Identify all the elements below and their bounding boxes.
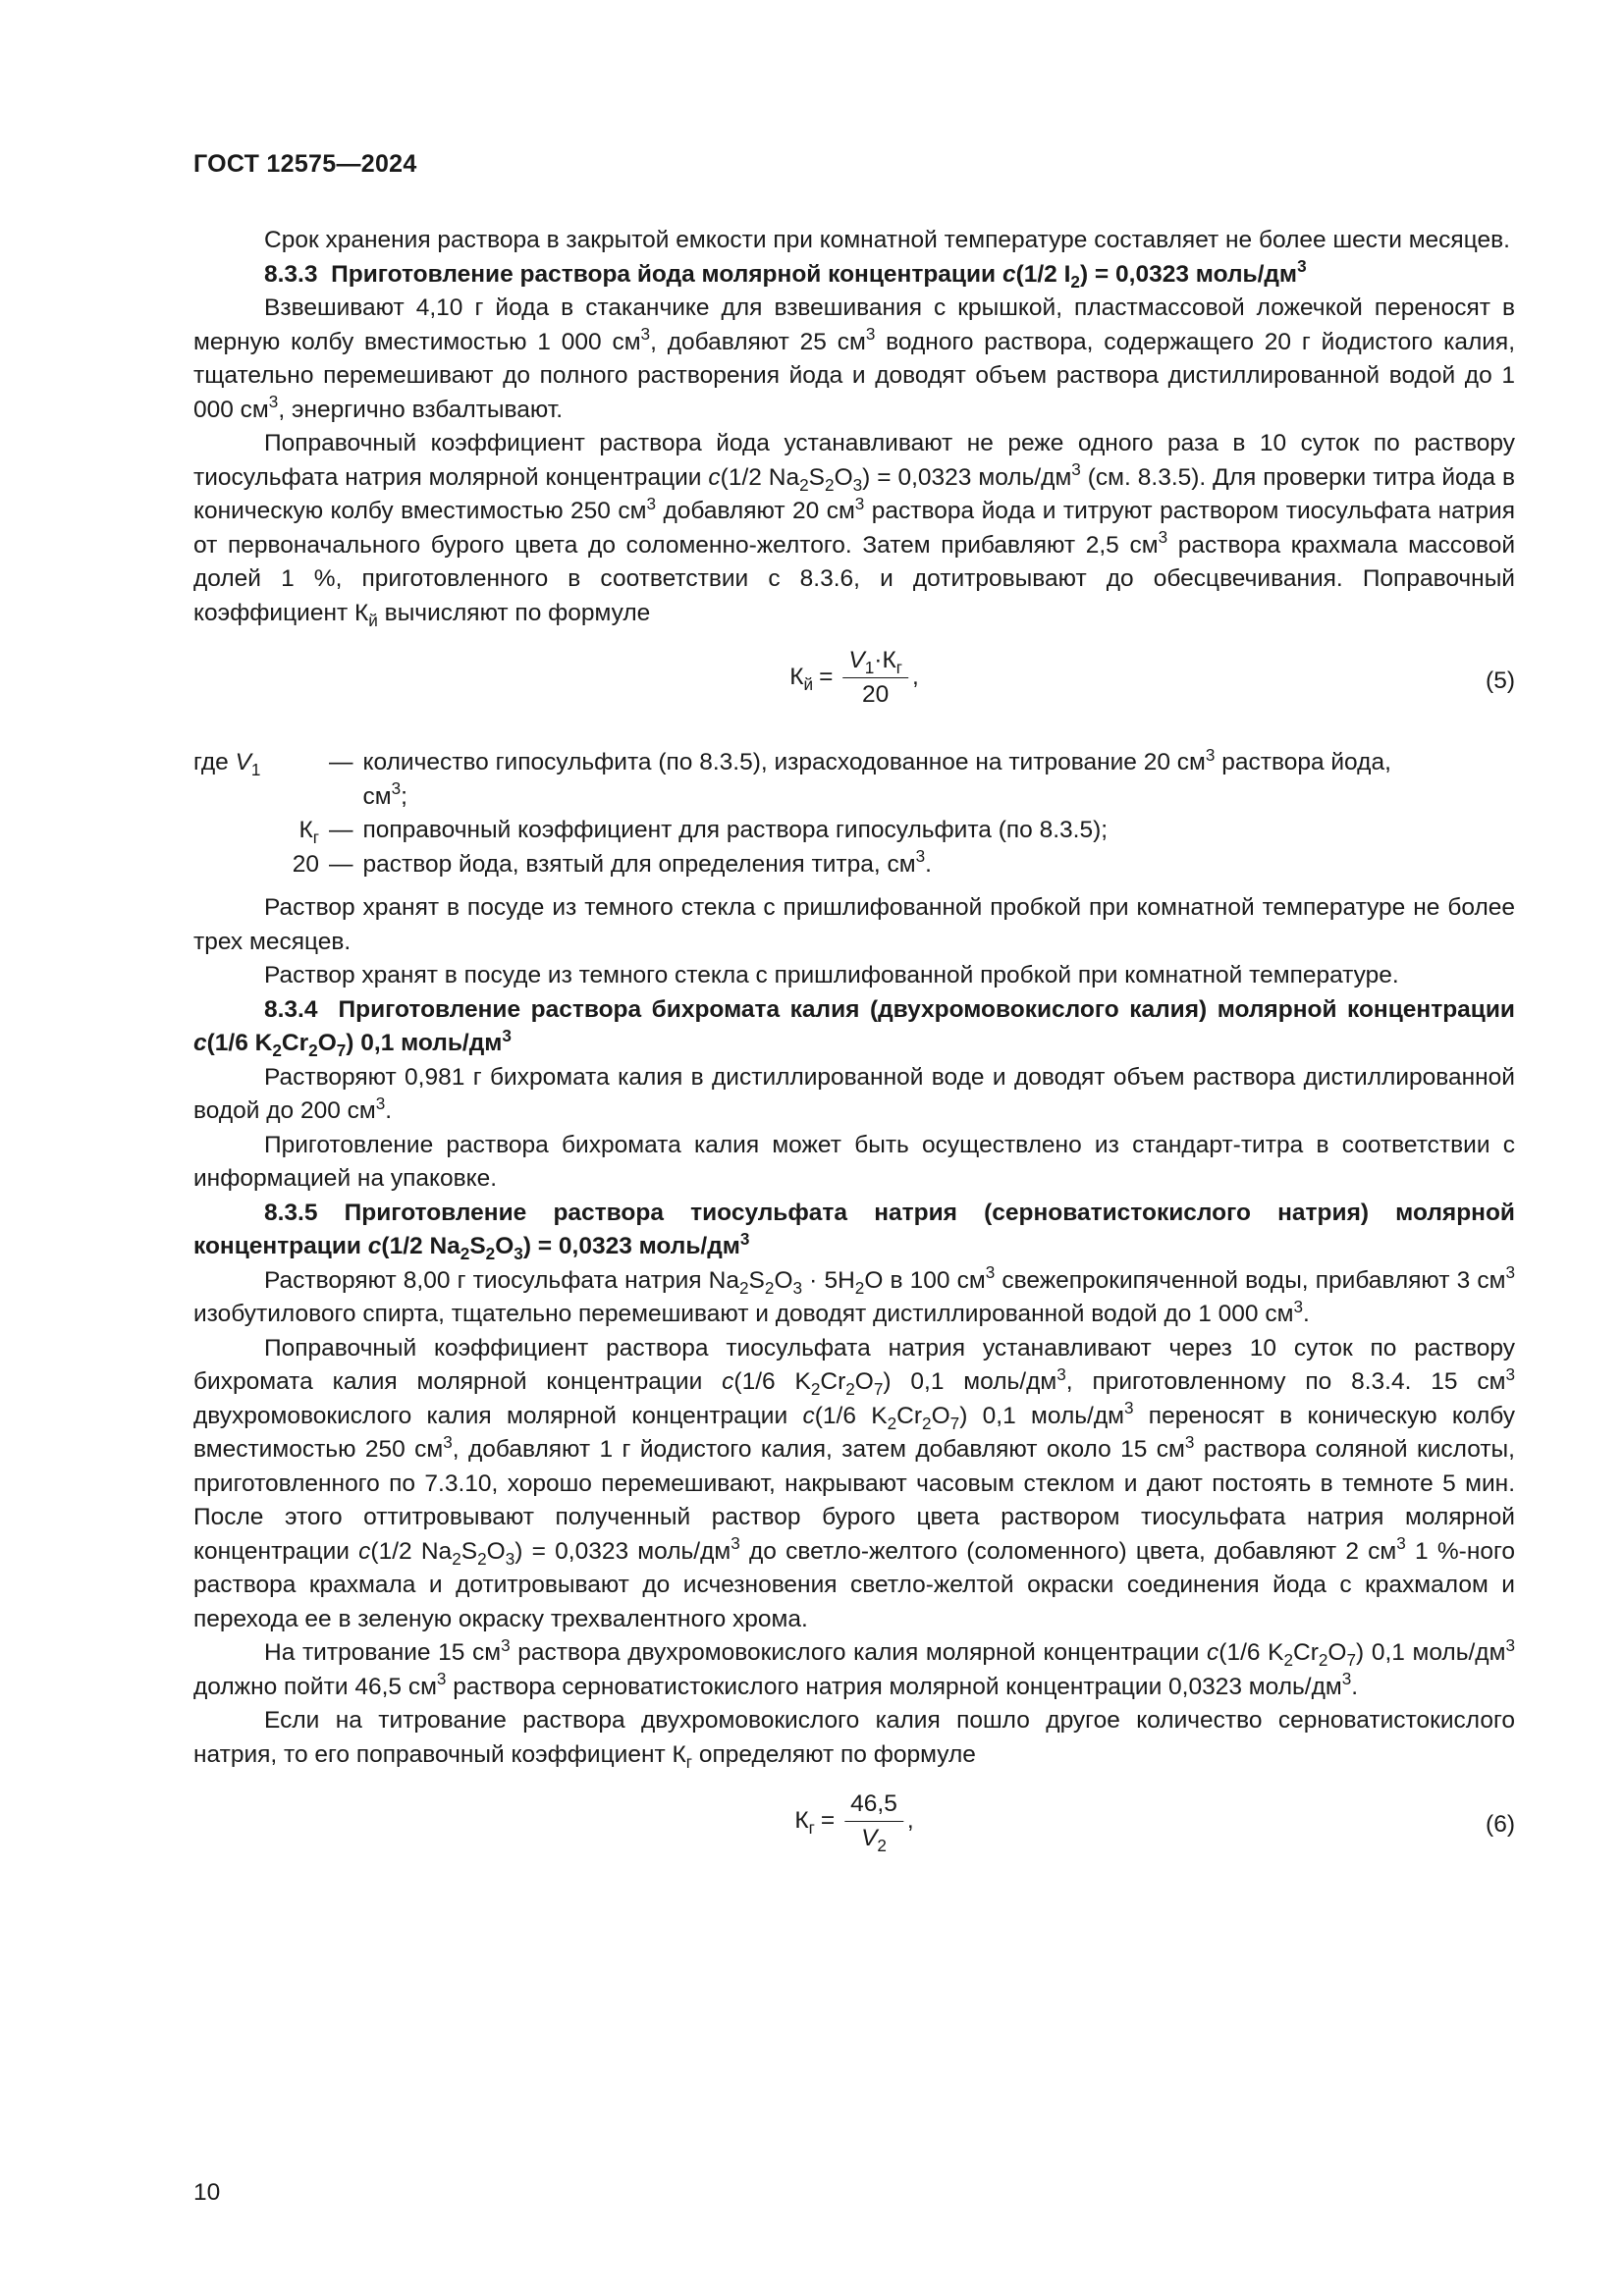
storage-paragraph: Срок хранения раствора в закрытой емкости при комнатной температуре составляет не более шести месяцев. [264,227,1510,253]
iodine-storage-paragraph-1: Раствор хранят в посуде из темного стекла с пришлифованной пробкой при комнатной температуре не более трех месяцев. [193,894,1515,955]
section-8-3-3-heading: 8.3.3 Приготовление раствора йода молярной концентрации c(1/2 $I_2) = 0,0323$ моль/$дм^3$ [264,256,1307,292]
formula-6 [193,1789,1515,1864]
formula-5-definitions [193,746,1515,881]
titration-volume-paragraph: На титрование 15 $см^3$ раствора двухромовокислого калия молярной концентрации c(1/6 $K_2Cr_2O_7$) 0,1 моль/$дм^3$ должно пойти 46,5 $см^3$ раствора серноватистокислого натрия молярной концентрации 0,0323 моль/$дм^3$. [193,1634,1515,1700]
section-8-3-5-heading: 8.3.5 Приготовление раствора тиосульфата натрия (серноватистокислого натрия) молярной концентрации c(1/2 $Na_2S_2O_3) = 0,0323$ моль/$дм^3$ [193,1199,1515,1263]
formula-6-expression: К $_г$ = $\frac{46,5}{V_2}$ , [794,1790,914,1855]
definition-20: 20 — раствор йода, взятый для определения титра, $см^3$. [193,848,1515,882]
iodine-storage-paragraph-2: Раствор хранят в посуде из темного стекла с пришлифованной пробкой при комнатной температуре. [264,962,1399,988]
formula-5-expression: К $_й$ = $\frac{V_1\cdot К_г}{20}$ , [789,647,919,708]
thiosulfate-correction-paragraph: Поправочный коэффициент раствора тиосульфата натрия устанавливают через 10 суток по раствору бихромата калия молярной концентрации c(1/6 $K_2Cr_2O_7$) 0,1 моль/$дм^3$, приготовленному по 8.3.4. 15 $см^3$ двухромовокислого калия молярной концентрации c(1/6 $K_2Cr_2O_7$) 0,1 моль/$дм^3$ переносят в коническую колбу вместимостью 250 $см^3$, добавляют 1 г йодистого калия, затем добавляют около 15 $см^3$ раствора соляной кислоты, приготовленного по 7.3.10, хорошо перемешивают, накрывают часовым стеклом и дают постоять в темноте 5 мин. После этого оттитровывают полученный раствор бурого цвета раствором тиосульфата натрия молярной концентрации c(1/2 $Na_2S_2O_3) = 0,0323$ моль/$дм^3$ до светло-желтого (соломенного) цвета, добавляют 2 $см^3$ 1 %-ного раствора крахмала и дотитровывают до исчезновения светло-желтой окраски соединения йода с крахмалом и перехода ее в зеленую окраску трехвалентного хрома. [193,1334,1516,1632]
definition-symbol: где $V_1$ [193,749,261,779]
dichromate-preparation-paragraph: Растворяют 0,981 г бихромата калия в дистиллированной воде и доводят объем раствора дистиллированной водой до 200 $см^3$. [193,1063,1515,1124]
iodine-correction-paragraph: Поправочный коэффициент раствора йода устанавливают не реже одного раза в 10 суток по раствору тиосульфата натрия молярной концентрации c(1/2 $Na_2S_2O_3) = 0,0323$ моль/$дм^3$ (см. 8.3.5). Для проверки титра йода в коническую колбу вместимостью 250 $см^3$ добавляют 20 $см^3$ раствора йода и титруют раствором тиосульфата натрия от первоначального бурого цвета до соломенно-желтого. Затем прибавляют 2,5 $см^3$ раствора крахмала массовой долей 1 %, приготовленного в соответствии с 8.3.6, и дотитровывают до обесцвечивания. Поправочный коэффициент $К_й$ вычисляют по формуле [193,430,1516,630]
definition-symbol: $К_г$ [298,817,319,847]
iodine-preparation-paragraph: Взвешивают 4,10 г йода в стаканчике для взвешивания с крышкой, пластмассовой ложечкой переносят в мерную колбу вместимостью 1 000 $см^3$, добавляют 25 $см^3$ водного раствора, содержащего 20 г йодистого калия, тщательно перемешивают до полного растворения йода и доводят объем раствора дистиллированной водой до 1 000 $см^3$, энергично взбалтывают. [193,294,1516,423]
thiosulfate-preparation-paragraph: Растворяют 8,00 г тиосульфата натрия $Na_2S_2O_3 \cdot 5H_2O$ в 100 $см^3$ свежепрокипяченной воды, прибавляют 3 $см^3$ изобутилового спирта, тщательно перемешивают и доводят дистиллированной водой до 1 000 $см^3$. [193,1262,1515,1327]
formula-5 [193,646,1515,721]
definition-symbol: 20 [292,850,319,878]
definition-kg: $К_г$ — поправочный коэффициент для раствора гипосульфита (по 8.3.5); [193,814,1515,848]
standard-code-header: ГОСТ 12575—2024 [193,150,417,178]
document-body [193,224,1515,1864]
dichromate-standard-titre-paragraph: Приготовление раствора бихромата калия может быть осуществлено из стандарт-титра в соответствии с информацией на упаковке. [193,1131,1515,1192]
section-8-3-4-heading: 8.3.4 Приготовление раствора бихромата калия (двухромовокислого калия) молярной концентрации c(1/6 $K_2Cr_2O_7$) 0,1 моль/$дм^3$ [193,995,1515,1060]
formula-6-number: (6) [1486,1811,1515,1838]
formula-5-number: (5) [1486,667,1515,694]
correction-formula-intro-paragraph: Если на титрование раствора двухромовокислого калия пошло другое количество серноватистокислого натрия, то его поправочный коэффициент $К_г$ определяют по формуле [193,1707,1515,1772]
formula-5-fraction: $\frac{V_1\cdot К_г}{20}$ [842,646,908,710]
definition-v1: где $V_1$ — количество гипосульфита (по 8.3.5), израсходованное на титрование 20 $см^3$ раствора йода, $см^3$; [193,744,1391,810]
page-number: 10 [193,2179,221,2206]
formula-6-fraction: $\frac{46,5}{V_2}$ [844,1789,903,1853]
